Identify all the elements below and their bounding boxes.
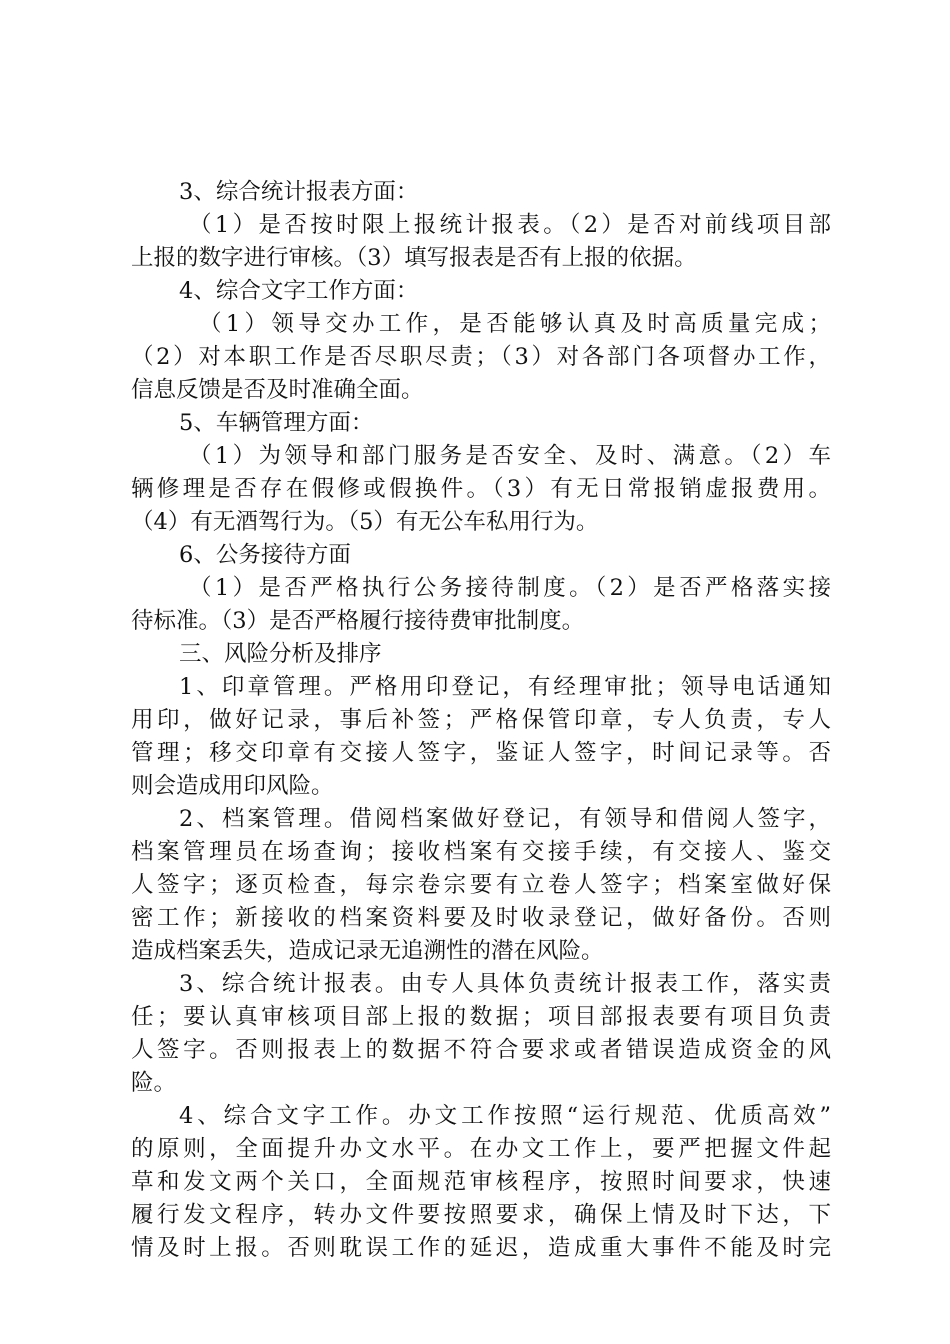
paragraph-line <box>131 374 831 407</box>
paragraph-line <box>131 1166 835 1199</box>
line-text: 人签字；逐页检查，每宗卷宗要有立卷人签字；档案室做好保 <box>131 872 835 898</box>
line-text: 人签字。否则报表上的数据不符合要求或者错误造成资金的风 <box>131 1037 835 1063</box>
section-heading <box>131 176 831 209</box>
section-heading <box>131 407 831 440</box>
paragraph-line <box>131 704 835 737</box>
paragraph-line <box>131 1199 835 1232</box>
line-text: 上报的数字进行审核。（3）填写报表是否有上报的依据。 <box>131 245 697 271</box>
line-text: （1）领导交办工作，是否能够认真及时高质量完成； <box>199 311 836 337</box>
paragraph-line <box>131 935 831 968</box>
paragraph-line <box>131 671 834 704</box>
line-text: 三、风险分析及排序 <box>179 641 382 667</box>
paragraph-line <box>131 440 835 473</box>
line-text: 密工作；新接收的档案资料要及时收录登记，做好备份。否则 <box>131 905 835 931</box>
line-text: 3、综合统计报表。由专人具体负责统计报表工作，落实责 <box>179 971 834 997</box>
line-text: 1、印章管理。严格用印登记，有经理审批；领导电话通知 <box>179 674 834 700</box>
paragraph-line <box>131 968 834 1001</box>
line-text: 险。 <box>131 1070 177 1096</box>
paragraph-line <box>131 1034 835 1067</box>
paragraph-line <box>131 341 834 374</box>
line-text: 4、综合文字工作。办文工作按照“运行规范、优质高效” <box>179 1103 835 1129</box>
paragraph-line <box>131 1001 835 1034</box>
paragraph-line <box>131 572 835 605</box>
paragraph-line <box>131 506 831 539</box>
line-text: 待标准。（3）是否严格履行接待费审批制度。 <box>131 608 585 634</box>
line-text: 4、综合文字工作方面： <box>179 278 419 304</box>
line-text: 情及时上报。否则耽误工作的延迟，造成重大事件不能及时完 <box>131 1235 835 1261</box>
paragraph-line <box>131 308 836 341</box>
line-text: （2）对本职工作是否尽职尽责；（3）对各部门各项督办工作， <box>131 344 834 370</box>
line-text: 辆修理是否存在假修或假换件。（3）有无日常报销虚报费用。 <box>131 476 835 502</box>
paragraph-line <box>131 770 831 803</box>
paragraph-line <box>131 1133 835 1166</box>
section-heading <box>131 539 831 572</box>
line-text: 6、公务接待方面 <box>179 542 351 568</box>
paragraph-line <box>131 1100 835 1133</box>
line-text: 履行发文程序，转办文件要按照要求，确保上情及时下达，下 <box>131 1202 835 1228</box>
line-text: 草和发文两个关口，全面规范审核程序，按照时间要求，快速 <box>131 1169 835 1195</box>
paragraph-line <box>131 1232 835 1265</box>
line-text: 用印，做好记录，事后补签；严格保管印章，专人负责，专人 <box>131 707 835 733</box>
line-text: 3、综合统计报表方面： <box>179 179 419 205</box>
document-body <box>131 176 836 1265</box>
paragraph-line <box>131 902 835 935</box>
line-text: 造成档案丢失，造成记录无追溯性的潜在风险。 <box>131 938 604 964</box>
section-heading <box>131 275 831 308</box>
paragraph-line <box>131 242 831 275</box>
line-text: 档案管理员在场查询；接收档案有交接手续，有交接人、鉴交 <box>131 839 835 865</box>
line-text: （4）有无酒驾行为。（5）有无公车私用行为。 <box>131 509 599 535</box>
paragraph-line <box>131 836 835 869</box>
paragraph-line <box>131 1067 831 1100</box>
line-text: （1）为领导和部门服务是否安全、及时、满意。（2）车 <box>189 443 835 469</box>
line-text: （1）是否按时限上报统计报表。（2）是否对前线项目部 <box>189 212 835 238</box>
line-text: 2、档案管理。借阅档案做好登记，有领导和借阅人签字， <box>179 806 834 832</box>
line-text: 信息反馈是否及时准确全面。 <box>131 377 424 403</box>
line-text: （1）是否严格执行公务接待制度。（2）是否严格落实接 <box>189 575 835 601</box>
paragraph-line <box>131 737 835 770</box>
line-text: 任；要认真审核项目部上报的数据；项目部报表要有项目负责 <box>131 1004 835 1030</box>
line-text: 管理；移交印章有交接人签字，鉴证人签字，时间记录等。否 <box>131 740 835 766</box>
line-text: 5、车辆管理方面： <box>179 410 374 436</box>
line-text: 的原则，全面提升办文水平。在办文工作上，要严把握文件起 <box>131 1136 835 1162</box>
line-text: 则会造成用印风险。 <box>131 773 334 799</box>
paragraph-line <box>131 869 835 902</box>
paragraph-line <box>131 473 835 506</box>
section-heading <box>131 638 831 671</box>
paragraph-line <box>131 209 835 242</box>
paragraph-line <box>131 605 831 638</box>
paragraph-line <box>131 803 834 836</box>
